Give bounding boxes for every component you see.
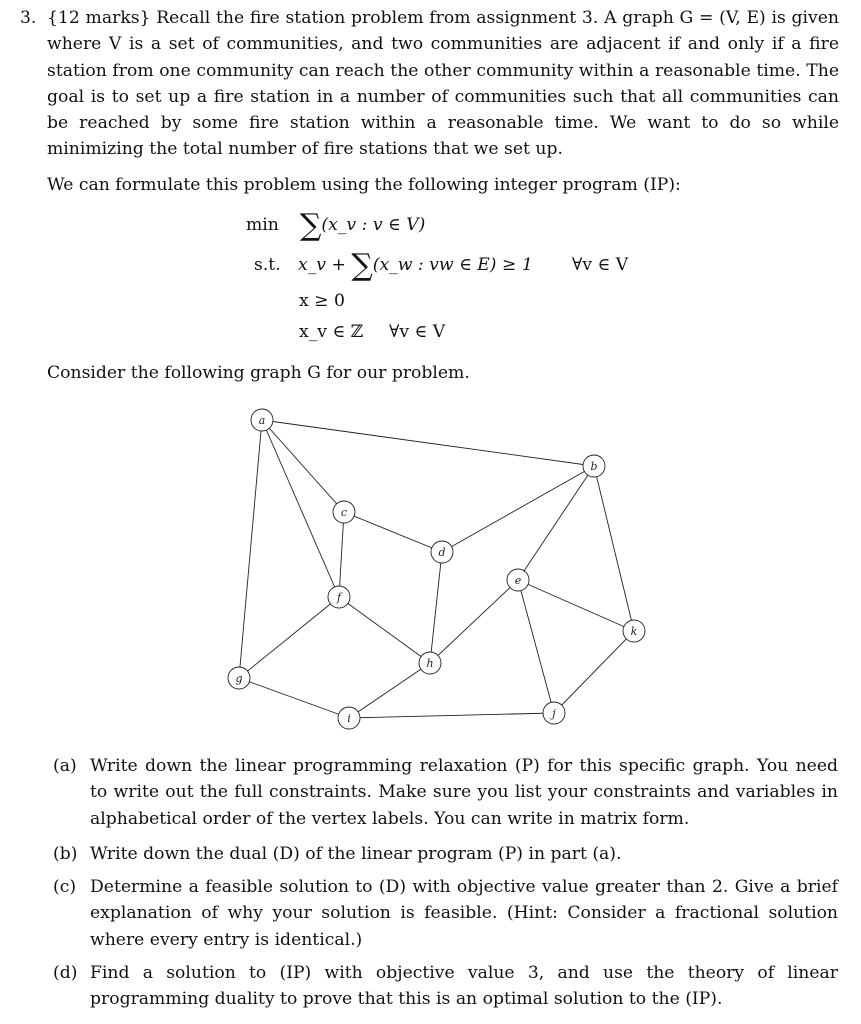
part-c-text: Determine a feasible solution to (D) with objective value greater than 2. Give a brief explanation of why your solution is feasible. (Hint: Consider a fractional solution where every entry is identical.)	[90, 877, 838, 950]
vertex-label: b	[590, 460, 598, 473]
part-d-label: (d)	[53, 963, 78, 983]
edge-a-f	[262, 420, 339, 597]
edge-i-j	[349, 713, 554, 718]
vertex-e	[507, 569, 529, 591]
part-c-label: (c)	[53, 877, 77, 897]
question-number: 3.	[20, 8, 37, 28]
ip-min-label: min	[246, 215, 279, 235]
vertex-g	[228, 667, 250, 689]
edge-j-k	[554, 631, 634, 713]
ip-intro: We can formulate this problem using the following integer program (IP):	[47, 175, 681, 195]
edge-a-c	[262, 420, 344, 512]
ip-objective: ∑(x_v : v ∈ V)	[300, 208, 426, 243]
edge-h-i	[349, 663, 430, 718]
edge-a-g	[239, 420, 262, 678]
ip-constraint-3: x_v ∈ ℤ	[299, 322, 364, 342]
part-a-text: Write down the linear programming relaxation (P) for this specific graph. You need to write out the full constraints. Make sure you list your constraints and variables in alphabetical order of the vertex labels. You can write in matrix form.	[90, 756, 838, 829]
ip-constraint-2: x ≥ 0	[299, 291, 345, 311]
edge-b-d	[442, 466, 594, 552]
vertex-j	[543, 702, 565, 724]
vertex-c	[333, 501, 355, 523]
edge-c-d	[344, 512, 442, 552]
vertex-label: e	[514, 574, 522, 587]
vertex-label: j	[552, 707, 556, 720]
vertex-label: h	[426, 657, 434, 670]
vertex-f	[328, 586, 350, 608]
vertex-label: i	[347, 712, 351, 725]
part-b-text: Write down the dual (D) of the linear program (P) in part (a).	[90, 844, 622, 864]
edge-f-g	[239, 597, 339, 678]
vertex-h	[419, 652, 441, 674]
part-b-label: (b)	[53, 844, 78, 864]
vertex-label: k	[630, 625, 638, 638]
part-a-label: (a)	[53, 756, 77, 776]
ip-st-label: s.t.	[254, 255, 281, 275]
vertex-label: c	[340, 506, 348, 519]
sum-symbol: ∑	[300, 208, 322, 243]
vertex-b	[583, 455, 605, 477]
vertex-label: d	[438, 546, 446, 559]
edge-d-h	[430, 552, 442, 663]
edge-g-i	[239, 678, 349, 718]
question-intro: {12 marks} Recall the fire station problem from assignment 3. A graph G = (V, E) is given where V is a set of communities, and two communities are adjacent if and only if a fire station from one community can reach the other community within a reasonable time. The goal is to set up a fire station in a number of communities such that all communities can be reached by some fire station within a reasonable time. We want to do so while minimizing the total number of fire stations that we set up.	[47, 8, 839, 160]
ip-constraint-3-forall: ∀v ∈ V	[389, 322, 446, 342]
vertex-k	[623, 620, 645, 642]
sum-symbol: ∑	[351, 248, 373, 283]
vertex-d	[431, 541, 453, 563]
edge-e-k	[518, 580, 634, 631]
vertex-a	[251, 409, 273, 431]
vertex-label: a	[258, 414, 266, 427]
edge-c-f	[339, 512, 344, 597]
ip-constraint-1-forall: ∀v ∈ V	[572, 255, 629, 275]
vertex-label: f	[336, 591, 342, 604]
graph-intro: Consider the following graph G for our problem.	[47, 363, 470, 383]
vertex-label: g	[235, 672, 243, 685]
edge-b-k	[594, 466, 634, 631]
edge-e-j	[518, 580, 554, 713]
edge-a-b	[262, 420, 594, 466]
edge-e-h	[430, 580, 518, 663]
ip-constraint-1: x_v + ∑(x_w : vw ∈ E) ≥ 1	[298, 248, 533, 283]
edge-f-h	[339, 597, 430, 663]
edge-b-e	[518, 466, 594, 580]
graph-figure	[0, 395, 861, 735]
part-d-text: Find a solution to (IP) with objective value 3, and use the theory of linear programming duality to prove that this is an optimal solution to the (IP).	[90, 963, 838, 1010]
vertex-i	[338, 707, 360, 729]
